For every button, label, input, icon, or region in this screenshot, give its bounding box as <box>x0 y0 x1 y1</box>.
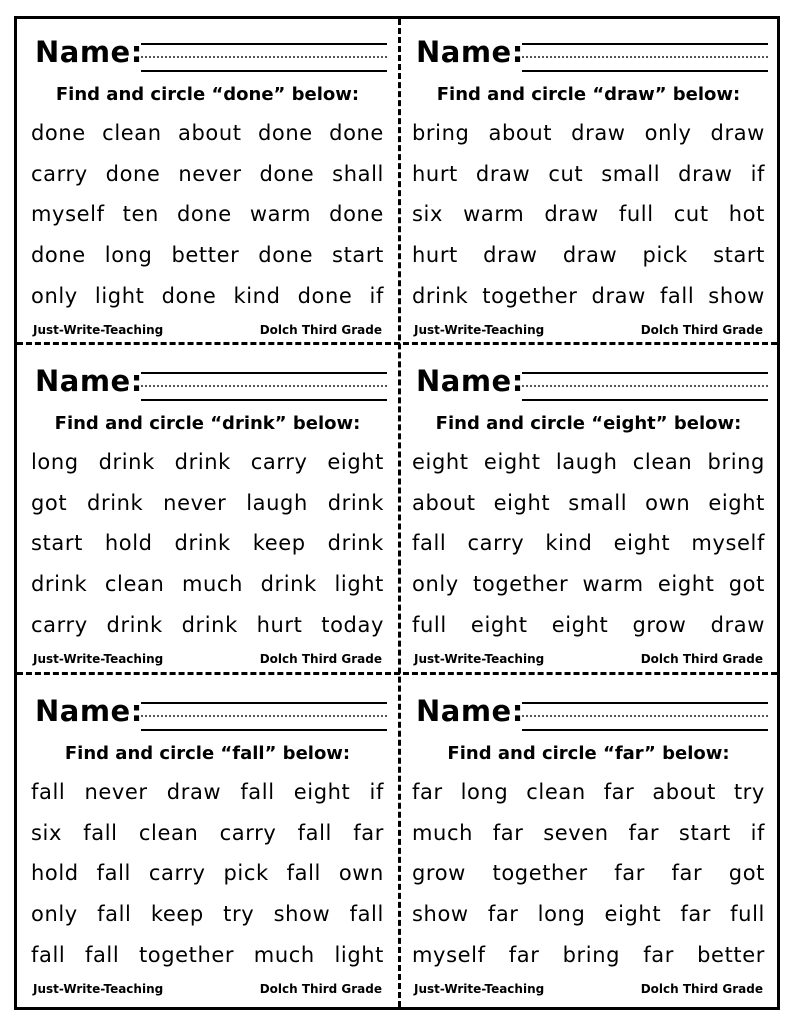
instruction-text: Find and circle “draw” below: <box>436 84 741 105</box>
search-word[interactable]: fall <box>349 902 384 927</box>
search-word[interactable]: bring <box>562 942 621 967</box>
instruction-text: Find and circle “drink” below: <box>54 413 361 434</box>
word-row <box>31 275 384 316</box>
search-word[interactable]: full <box>730 902 765 927</box>
footer-brand: Just-Write-Teaching <box>33 982 164 996</box>
word-row <box>31 194 384 235</box>
name-writing-line-top <box>141 372 387 374</box>
word-row <box>412 772 765 813</box>
search-word[interactable]: draw <box>544 202 599 227</box>
search-word[interactable]: draw <box>710 121 765 146</box>
search-word[interactable]: long <box>460 780 509 805</box>
search-word[interactable]: drink <box>412 283 469 308</box>
name-label: Name: <box>416 35 524 69</box>
name-writing-line-top <box>522 43 768 45</box>
search-word[interactable]: carry <box>31 612 88 637</box>
search-word[interactable]: carry <box>219 820 277 845</box>
search-word[interactable]: better <box>171 243 240 268</box>
search-word[interactable]: only <box>644 121 692 146</box>
search-word[interactable]: keep <box>252 531 306 556</box>
search-word[interactable]: clean <box>138 820 199 845</box>
word-row <box>31 154 384 195</box>
name-field[interactable] <box>416 692 768 736</box>
search-word[interactable]: done <box>297 283 353 308</box>
search-word[interactable]: draw <box>483 243 538 268</box>
word-row <box>412 934 765 975</box>
word-row <box>412 194 765 235</box>
search-word[interactable]: drink <box>31 572 88 597</box>
search-word[interactable]: try <box>733 780 765 805</box>
search-word[interactable]: never <box>178 161 242 186</box>
word-row <box>31 442 384 483</box>
search-word[interactable]: hurt <box>256 612 303 637</box>
name-label: Name: <box>416 364 524 398</box>
word-search-card <box>21 350 394 673</box>
search-word[interactable]: far <box>492 820 524 845</box>
search-word[interactable]: eight <box>412 450 469 475</box>
search-word[interactable]: much <box>181 572 243 597</box>
search-word[interactable]: about <box>488 121 553 146</box>
search-word[interactable]: start <box>678 820 731 845</box>
search-word[interactable]: better <box>697 942 765 967</box>
search-word[interactable]: pick <box>223 861 269 886</box>
name-field[interactable] <box>416 362 768 406</box>
search-word[interactable]: eight <box>293 780 351 805</box>
search-word[interactable]: full <box>412 612 447 637</box>
search-word[interactable]: drink <box>174 531 231 556</box>
name-field[interactable] <box>35 692 387 736</box>
search-word[interactable]: warm <box>463 202 525 227</box>
search-word[interactable]: clean <box>104 572 165 597</box>
name-label: Name: <box>35 364 143 398</box>
search-word[interactable]: eight <box>483 450 541 475</box>
footer-level: Dolch Third Grade <box>259 323 382 337</box>
search-word[interactable]: done <box>258 243 314 268</box>
search-word[interactable]: laugh <box>555 450 618 475</box>
search-word[interactable]: eight <box>470 612 528 637</box>
footer-brand: Just-Write-Teaching <box>33 323 164 337</box>
search-word[interactable]: got <box>728 572 765 597</box>
footer-brand: Just-Write-Teaching <box>414 323 545 337</box>
search-word[interactable]: light <box>94 283 145 308</box>
word-grid <box>31 113 384 316</box>
search-word[interactable]: drink <box>98 450 155 475</box>
search-word[interactable]: kind <box>545 531 593 556</box>
word-grid <box>31 772 384 975</box>
word-row <box>412 564 765 605</box>
search-word[interactable]: eight <box>327 450 384 475</box>
search-word[interactable]: far <box>412 780 443 805</box>
search-word[interactable]: today <box>321 612 384 637</box>
search-word[interactable]: fall <box>240 780 275 805</box>
search-word[interactable]: show <box>273 902 331 927</box>
search-word[interactable]: show <box>412 902 469 927</box>
search-word[interactable]: far <box>603 780 635 805</box>
search-word[interactable]: long <box>104 243 153 268</box>
footer-brand: Just-Write-Teaching <box>414 982 545 996</box>
search-word[interactable]: shall <box>332 161 384 186</box>
name-label: Name: <box>416 694 524 728</box>
search-word[interactable]: done <box>257 121 313 146</box>
search-word[interactable]: far <box>671 861 703 886</box>
search-word[interactable]: fall <box>96 861 131 886</box>
word-row <box>412 113 765 154</box>
search-word[interactable]: grow <box>412 861 466 886</box>
word-row <box>31 772 384 813</box>
name-writing-line-top <box>141 702 387 704</box>
instruction-text: Find and circle “fall” below: <box>64 743 351 764</box>
search-word[interactable]: six <box>412 202 444 227</box>
card-footer <box>33 982 382 996</box>
search-word[interactable]: about <box>178 121 242 146</box>
search-word[interactable]: together <box>473 572 569 597</box>
search-word[interactable]: drink <box>174 450 231 475</box>
name-writing-line-mid <box>522 56 768 58</box>
search-word[interactable]: small <box>601 161 661 186</box>
name-writing-line-top <box>522 702 768 704</box>
search-word[interactable]: drink <box>181 612 238 637</box>
name-writing-line-top <box>141 43 387 45</box>
search-word[interactable]: clean <box>526 780 586 805</box>
search-word[interactable]: own <box>338 861 384 886</box>
search-word[interactable]: carry <box>250 450 308 475</box>
search-word[interactable]: bring <box>707 450 765 475</box>
word-row <box>412 483 765 524</box>
search-word[interactable]: eight <box>604 902 662 927</box>
instruction-text: Find and circle “done” below: <box>55 84 360 105</box>
word-row <box>31 483 384 524</box>
footer-level: Dolch Third Grade <box>259 652 382 666</box>
search-word[interactable]: draw <box>571 121 626 146</box>
search-word[interactable]: drink <box>327 531 384 556</box>
name-writing-line-mid <box>522 385 768 387</box>
search-word[interactable]: fall <box>83 820 118 845</box>
word-row <box>412 442 765 483</box>
name-writing-line-mid <box>141 715 387 717</box>
word-search-card <box>402 350 775 673</box>
search-word[interactable]: only <box>412 572 459 597</box>
search-word[interactable]: hot <box>728 202 765 227</box>
word-row <box>31 853 384 894</box>
search-word[interactable]: far <box>643 942 674 967</box>
search-word[interactable]: full <box>618 202 654 227</box>
card-footer <box>414 982 763 996</box>
search-word[interactable]: eight <box>657 572 715 597</box>
card-footer <box>414 323 763 337</box>
search-word[interactable]: got <box>31 490 68 515</box>
search-word[interactable]: own <box>645 490 691 515</box>
search-word[interactable]: if <box>369 780 384 805</box>
name-writing-line-bottom <box>522 729 768 731</box>
search-word[interactable]: fall <box>84 942 120 967</box>
search-word[interactable]: clean <box>102 121 162 146</box>
search-word[interactable]: cut <box>548 161 584 186</box>
search-word[interactable]: hurt <box>412 243 458 268</box>
search-word[interactable]: done <box>105 161 161 186</box>
word-row <box>31 564 384 605</box>
search-word[interactable]: much <box>253 942 315 967</box>
search-word[interactable]: done <box>161 283 217 308</box>
word-row <box>412 604 765 645</box>
word-search-card <box>21 21 394 344</box>
word-grid <box>31 442 384 645</box>
word-row <box>412 894 765 935</box>
word-row <box>412 154 765 195</box>
word-row <box>31 894 384 935</box>
instruction-text: Find and circle “eight” below: <box>435 413 742 434</box>
word-row <box>31 523 384 564</box>
search-word[interactable]: eight <box>551 612 609 637</box>
search-word[interactable]: eight <box>493 490 551 515</box>
search-word[interactable]: fall <box>286 861 321 886</box>
footer-level: Dolch Third Grade <box>640 323 763 337</box>
vertical-cut-line <box>398 19 401 1007</box>
search-word[interactable]: draw <box>678 161 733 186</box>
search-word[interactable]: six <box>31 820 63 845</box>
search-word[interactable]: hold <box>31 861 79 886</box>
footer-level: Dolch Third Grade <box>640 982 763 996</box>
worksheet <box>14 16 780 1010</box>
search-word[interactable]: done <box>329 121 384 146</box>
search-word[interactable]: show <box>708 283 765 308</box>
search-word[interactable]: start <box>332 243 384 268</box>
search-word[interactable]: bring <box>412 121 470 146</box>
name-label: Name: <box>35 694 143 728</box>
search-word[interactable]: myself <box>31 202 105 227</box>
word-grid <box>412 113 765 316</box>
search-word[interactable]: only <box>31 283 78 308</box>
word-search-card <box>21 680 394 1003</box>
search-word[interactable]: warm <box>582 572 644 597</box>
word-row <box>31 813 384 854</box>
name-writing-line-bottom <box>141 70 387 72</box>
search-word[interactable]: if <box>750 161 765 186</box>
name-writing-line-bottom <box>141 729 387 731</box>
search-word[interactable]: cut <box>673 202 709 227</box>
search-word[interactable]: never <box>163 490 227 515</box>
search-word[interactable]: long <box>31 450 79 475</box>
search-word[interactable]: keep <box>150 902 204 927</box>
search-word[interactable]: try <box>223 902 255 927</box>
search-word[interactable]: together <box>482 283 578 308</box>
search-word[interactable]: done <box>177 202 232 227</box>
search-word[interactable]: fall <box>412 531 447 556</box>
search-word[interactable]: draw <box>562 243 618 268</box>
search-word[interactable]: drink <box>87 490 144 515</box>
search-word[interactable]: hold <box>104 531 153 556</box>
word-grid <box>412 772 765 975</box>
search-word[interactable]: done <box>31 121 86 146</box>
word-grid <box>412 442 765 645</box>
name-writing-line-mid <box>141 385 387 387</box>
search-word[interactable]: ten <box>122 202 159 227</box>
search-word[interactable]: eight <box>613 531 671 556</box>
search-word[interactable]: fall <box>31 780 66 805</box>
search-word[interactable]: about <box>412 490 476 515</box>
search-word[interactable]: far <box>353 820 384 845</box>
search-word[interactable]: draw <box>591 283 646 308</box>
search-word[interactable]: fall <box>297 820 332 845</box>
search-word[interactable]: pick <box>642 243 688 268</box>
word-row <box>412 813 765 854</box>
name-field[interactable] <box>416 33 768 77</box>
search-word[interactable]: light <box>334 572 384 597</box>
word-row <box>31 113 384 154</box>
instruction-text: Find and circle “far” below: <box>447 743 730 764</box>
search-word[interactable]: far <box>628 820 660 845</box>
search-word[interactable]: draw <box>710 612 765 637</box>
word-row <box>412 853 765 894</box>
footer-level: Dolch Third Grade <box>259 982 382 996</box>
word-row <box>412 523 765 564</box>
search-word[interactable]: much <box>412 820 474 845</box>
search-word[interactable]: long <box>537 902 586 927</box>
search-word[interactable]: if <box>750 820 765 845</box>
search-word[interactable]: small <box>568 490 628 515</box>
search-word[interactable]: fall <box>31 942 66 967</box>
name-writing-line-mid <box>141 56 387 58</box>
footer-level: Dolch Third Grade <box>640 652 763 666</box>
word-search-card <box>402 21 775 344</box>
footer-brand: Just-Write-Teaching <box>414 652 545 666</box>
card-footer <box>33 323 382 337</box>
search-word[interactable]: far <box>614 861 645 886</box>
search-word[interactable]: carry <box>148 861 206 886</box>
search-word[interactable]: done <box>31 243 86 268</box>
search-word[interactable]: carry <box>31 161 88 186</box>
search-word[interactable]: about <box>652 780 716 805</box>
name-writing-line-top <box>522 372 768 374</box>
search-word[interactable]: myself <box>412 942 486 967</box>
search-word[interactable]: far <box>680 902 712 927</box>
search-word[interactable]: eight <box>708 490 765 515</box>
name-writing-line-mid <box>522 715 768 717</box>
word-search-card <box>402 680 775 1003</box>
search-word[interactable]: myself <box>691 531 765 556</box>
search-word[interactable]: draw <box>475 161 531 186</box>
name-writing-line-bottom <box>522 70 768 72</box>
search-word[interactable]: far <box>487 902 519 927</box>
search-word[interactable]: hurt <box>412 161 458 186</box>
search-word[interactable]: done <box>259 161 315 186</box>
name-field[interactable] <box>35 362 387 406</box>
search-word[interactable]: seven <box>543 820 609 845</box>
search-word[interactable]: draw <box>166 780 222 805</box>
name-writing-line-bottom <box>141 399 387 401</box>
search-word[interactable]: fall <box>659 283 695 308</box>
search-word[interactable]: start <box>713 243 765 268</box>
name-field[interactable] <box>35 33 387 77</box>
search-word[interactable]: drink <box>106 612 163 637</box>
name-writing-line-bottom <box>522 399 768 401</box>
search-word[interactable]: start <box>31 531 83 556</box>
search-word[interactable]: only <box>31 902 78 927</box>
search-word[interactable]: got <box>728 861 765 886</box>
card-footer <box>33 652 382 666</box>
word-row <box>31 934 384 975</box>
search-word[interactable]: far <box>508 942 540 967</box>
search-word[interactable]: drink <box>260 572 317 597</box>
search-word[interactable]: done <box>329 202 384 227</box>
word-row <box>412 235 765 276</box>
word-row <box>412 275 765 316</box>
search-word[interactable]: kind <box>233 283 281 308</box>
footer-brand: Just-Write-Teaching <box>33 652 164 666</box>
word-row <box>31 604 384 645</box>
search-word[interactable]: together <box>138 942 235 967</box>
search-word[interactable]: clean <box>632 450 693 475</box>
search-word[interactable]: laugh <box>246 490 308 515</box>
search-word[interactable]: drink <box>327 490 384 515</box>
search-word[interactable]: carry <box>467 531 525 556</box>
search-word[interactable]: if <box>369 283 384 308</box>
search-word[interactable]: light <box>334 942 384 967</box>
search-word[interactable]: grow <box>632 612 687 637</box>
search-word[interactable]: together <box>492 861 588 886</box>
search-word[interactable]: never <box>84 780 148 805</box>
search-word[interactable]: fall <box>97 902 132 927</box>
card-footer <box>414 652 763 666</box>
name-label: Name: <box>35 35 143 69</box>
word-row <box>31 235 384 276</box>
search-word[interactable]: warm <box>249 202 312 227</box>
